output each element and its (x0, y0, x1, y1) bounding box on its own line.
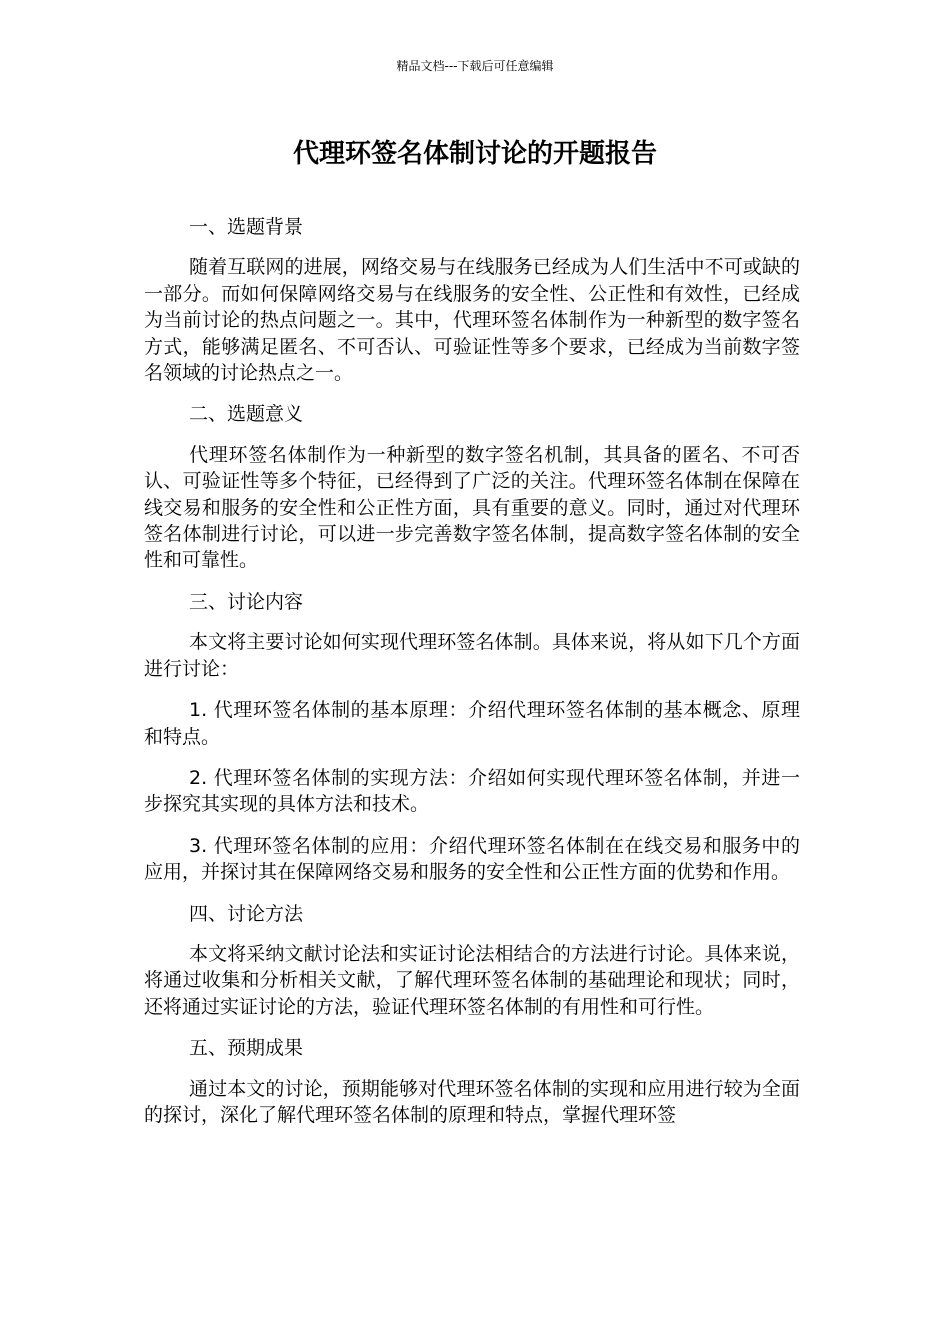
paragraph-content-intro: 本文将主要讨论如何实现代理环签名体制。具体来说，将从如下几个方面进行讨论： (144, 631, 800, 680)
list-item-implementation: 2. 代理环签名体制的实现方法：介绍如何实现代理环签名体制，并进一步探究其实现的具体方法和技术。 (144, 766, 800, 816)
section-heading-significance: 二、选题意义 (189, 403, 304, 426)
document-title: 代理环签名体制讨论的开题报告 (292, 139, 657, 169)
list-item-principle: 1. 代理环签名体制的基本原理：介绍代理环签名体制的基本概念、原理和特点。 (144, 699, 800, 748)
document-body (144, 214, 800, 1143)
paragraph-significance: 代理环签名体制作为一种新型的数字签名机制，其具备的匿名、不可否认、可验证性等多个特征，已经得到了广泛的关注。代理环签名体制在保障在线交易和服务的安全性和公正性方面，具有重要的意义。同时，通过对代理环签名体制进行讨论，可以进一步完善数字签名体制，提高数字签名体制的安全性和可靠性。 (144, 443, 800, 572)
list-item-application: 3. 代理环签名体制的应用：介绍代理环签名体制在在线交易和服务中的应用，并探讨其在保障网络交易和服务的安全性和公正性方面的优势和作用。 (144, 834, 800, 884)
paragraph-method: 本文将采纳文献讨论法和实证讨论法相结合的方法进行讨论。具体来说，将通过收集和分析相关文献，了解代理环签名体制的基础理论和现状；同时，还将通过实证讨论的方法，验证代理环签名体制的有用性和可行性。 (144, 942, 800, 1018)
page-header-note: 精品文档---下载后可任意编辑 (396, 59, 554, 73)
paragraph-outcomes: 通过本文的讨论，预期能够对代理环签名体制的实现和应用进行较为全面的探讨，深化了解代理环签名体制的原理和特点，掌握代理环签 (144, 1077, 800, 1126)
section-heading-background: 一、选题背景 (189, 216, 304, 238)
paragraph-background: 随着互联网的进展，网络交易与在线服务已经成为人们生活中不可或缺的一部分。而如何保障网络交易与在线服务的安全性、公正性和有效性，已经成为当前讨论的热点问题之一。其中，代理环签名体制作为一种新型的数字签名方式，能够满足匿名、不可否认、可验证性等多个要求，已经成为当前数字签名领域的讨论热点之一。 (144, 256, 800, 385)
section-heading-method: 四、讨论方法 (189, 902, 304, 925)
section-heading-outcomes: 五、预期成果 (189, 1037, 304, 1060)
section-heading-content: 三、讨论内容 (189, 590, 304, 613)
